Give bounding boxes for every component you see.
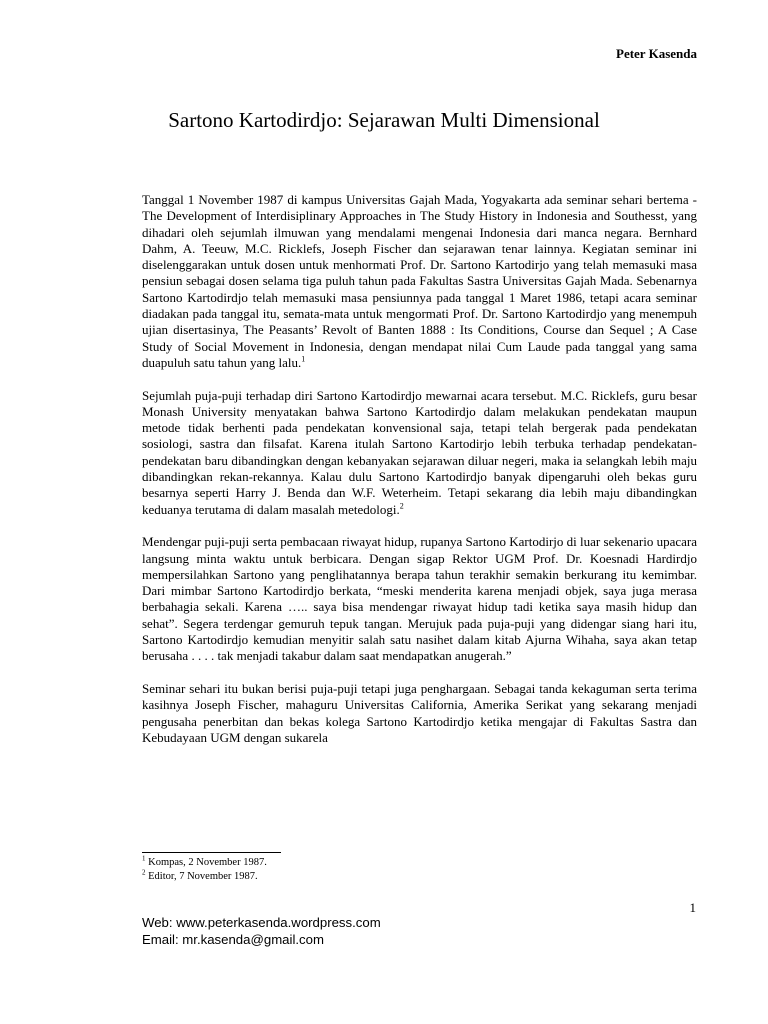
footnote [142,856,267,870]
author-name: Peter Kasenda [616,46,697,61]
paragraph [142,681,697,746]
email-link[interactable]: Email: mr.kasenda@gmail.com [142,932,324,947]
footnotes [142,856,267,883]
footnote-divider [142,852,281,853]
paragraph-text: Mendengar puji-puji serta pembacaan riwayat hidup, rupanya Sartono Kartodirjo di luar sekenario upacara langsung minta waktu untuk berbicara. Dengan sigap Rektor UGM Prof. Dr. Koesnadi Hardirdjo mempersilahkan Sartono yang penglihatannya berapa tahun terakhir semakin berkurang itu kemimbar. Dari mimbar Sartono Kartodirdjo berkata, “meski menderita karena menjadi objek, saya juga merasa berbahagia sekali. Karena ….. saya bisa mendengar riwayat hidup tadi ketika saya masih hidup dan sehat”. Segera terdengar gemuruh tepuk tangan. Merujuk pada puja-puji yang didengar siang hari itu, Sartono Kartodirdjo kemudian menyitir salah satu nasihet dalam kitab Ajurna Wihaha, saya akan tetap berusaha . . . . tak menjadi takabur dalam saat mendapatkan anugerah.” [142,534,697,664]
paragraph [142,534,697,664]
footnote-marker: 1 [301,354,306,364]
document-title: Sartono Kartodirdjo: Sejarawan Multi Dimensional [168,108,600,132]
page-number: 1 [689,900,696,915]
paragraph-text: Seminar sehari itu bukan berisi puja-puji tetapi juga penghargaan. Sebagai tanda kekaguman serta terima kasihnya Joseph Fischer, mahaguru Universitas California, Amerika Serikat yang sekarang menjadi pengusaha penerbitan dan bekas kolega Sartono Kartodirdjo ketika mengajar di Fakultas Sastra dan Kebudayaan UGM dengan sukarela [142,680,697,745]
footnote-marker: 2 [399,501,404,511]
footnote-number: 2 [142,868,146,876]
contact-footer [142,914,381,948]
paragraph-text: Sejumlah puja-puji terhadap diri Sartono Kartodirdjo mewarnai acara tersebut. M.C. Ricklefs, guru besar Monash University menyatakan bahwa Sartono Kartodirdjo dalam melakukan pendekatan maupun metode tidak berhenti pada pendekatan konvensional saja, tetapi telah bergerak pada pendekatan sosiologi, sastra dan filsafat. Karena itulah Sartono Kartodirjo lebih terbuka terhadap pendekatan-pendekatan baru dibandingkan dengan kebanyakan sejarawan diluar negeri, maka ia selangkah lebih maju dibandingkan rekan-rekannya. Kalau dulu Sartono Kartodirdjo banyak dipengaruhi oleh bekas guru besarnya seperti Harry J. Benda dan W.F. Weterheim. Tetapi sekarang dia lebih maju dibandingkan keduanya terutama di dalam masalah metedologi. [142,387,697,517]
paragraph-text: Tanggal 1 November 1987 di kampus Universitas Gajah Mada, Yogyakarta ada seminar sehari bertema - The Development of Interdisiplinary Approaches in The Study History in Indonesia and Southesst, yang dihadari oleh sejumlah ilmuwan yang mendalami mengenai Indonesia dari manca negara. Bernhard Dahm, A. Teeuw, M.C. Ricklefs, Joseph Fischer dan sejarawan tenar lainnya. Kegiatan seminar ini diselenggarakan untuk dosen untuk menhormati Prof. Dr. Sartono Kartodirjo yang telah memasuki masa pensiun sebagai dosen selama tiga puluh tahun pada Fakultas Sastra Universitas Gajah Mada. Sebenarnya Sartono Kartodirdjo telah memasuki masa pensiunnya pada tanggal 1 Maret 1986, tetapi acara seminar diadakan pada tanggal itu, semata-mata untuk mengormati Prof. Dr. Sartono Kartodirdjo yang menempuh ujian disertasinya, The Peasants’ Revolt of Banten 1888 : Its Conditions, Course dan Sequel ; A Case Study of Social Movement in Indonesia, dengan mendapat nilai Cum Laude pada tanggal yang sama duapuluh satu tahun yang lalu. [142,192,697,370]
footnote-number: 1 [142,854,146,863]
web-link[interactable]: Web: www.peterkasenda.wordpress.com [142,915,381,930]
body-text [142,192,697,762]
paragraph [142,192,697,371]
paragraph [142,388,697,518]
footnote-text: Editor, 7 November 1987. [148,870,258,882]
footnote-text: Kompas, 2 November 1987. [148,857,267,868]
footnote [142,870,267,884]
